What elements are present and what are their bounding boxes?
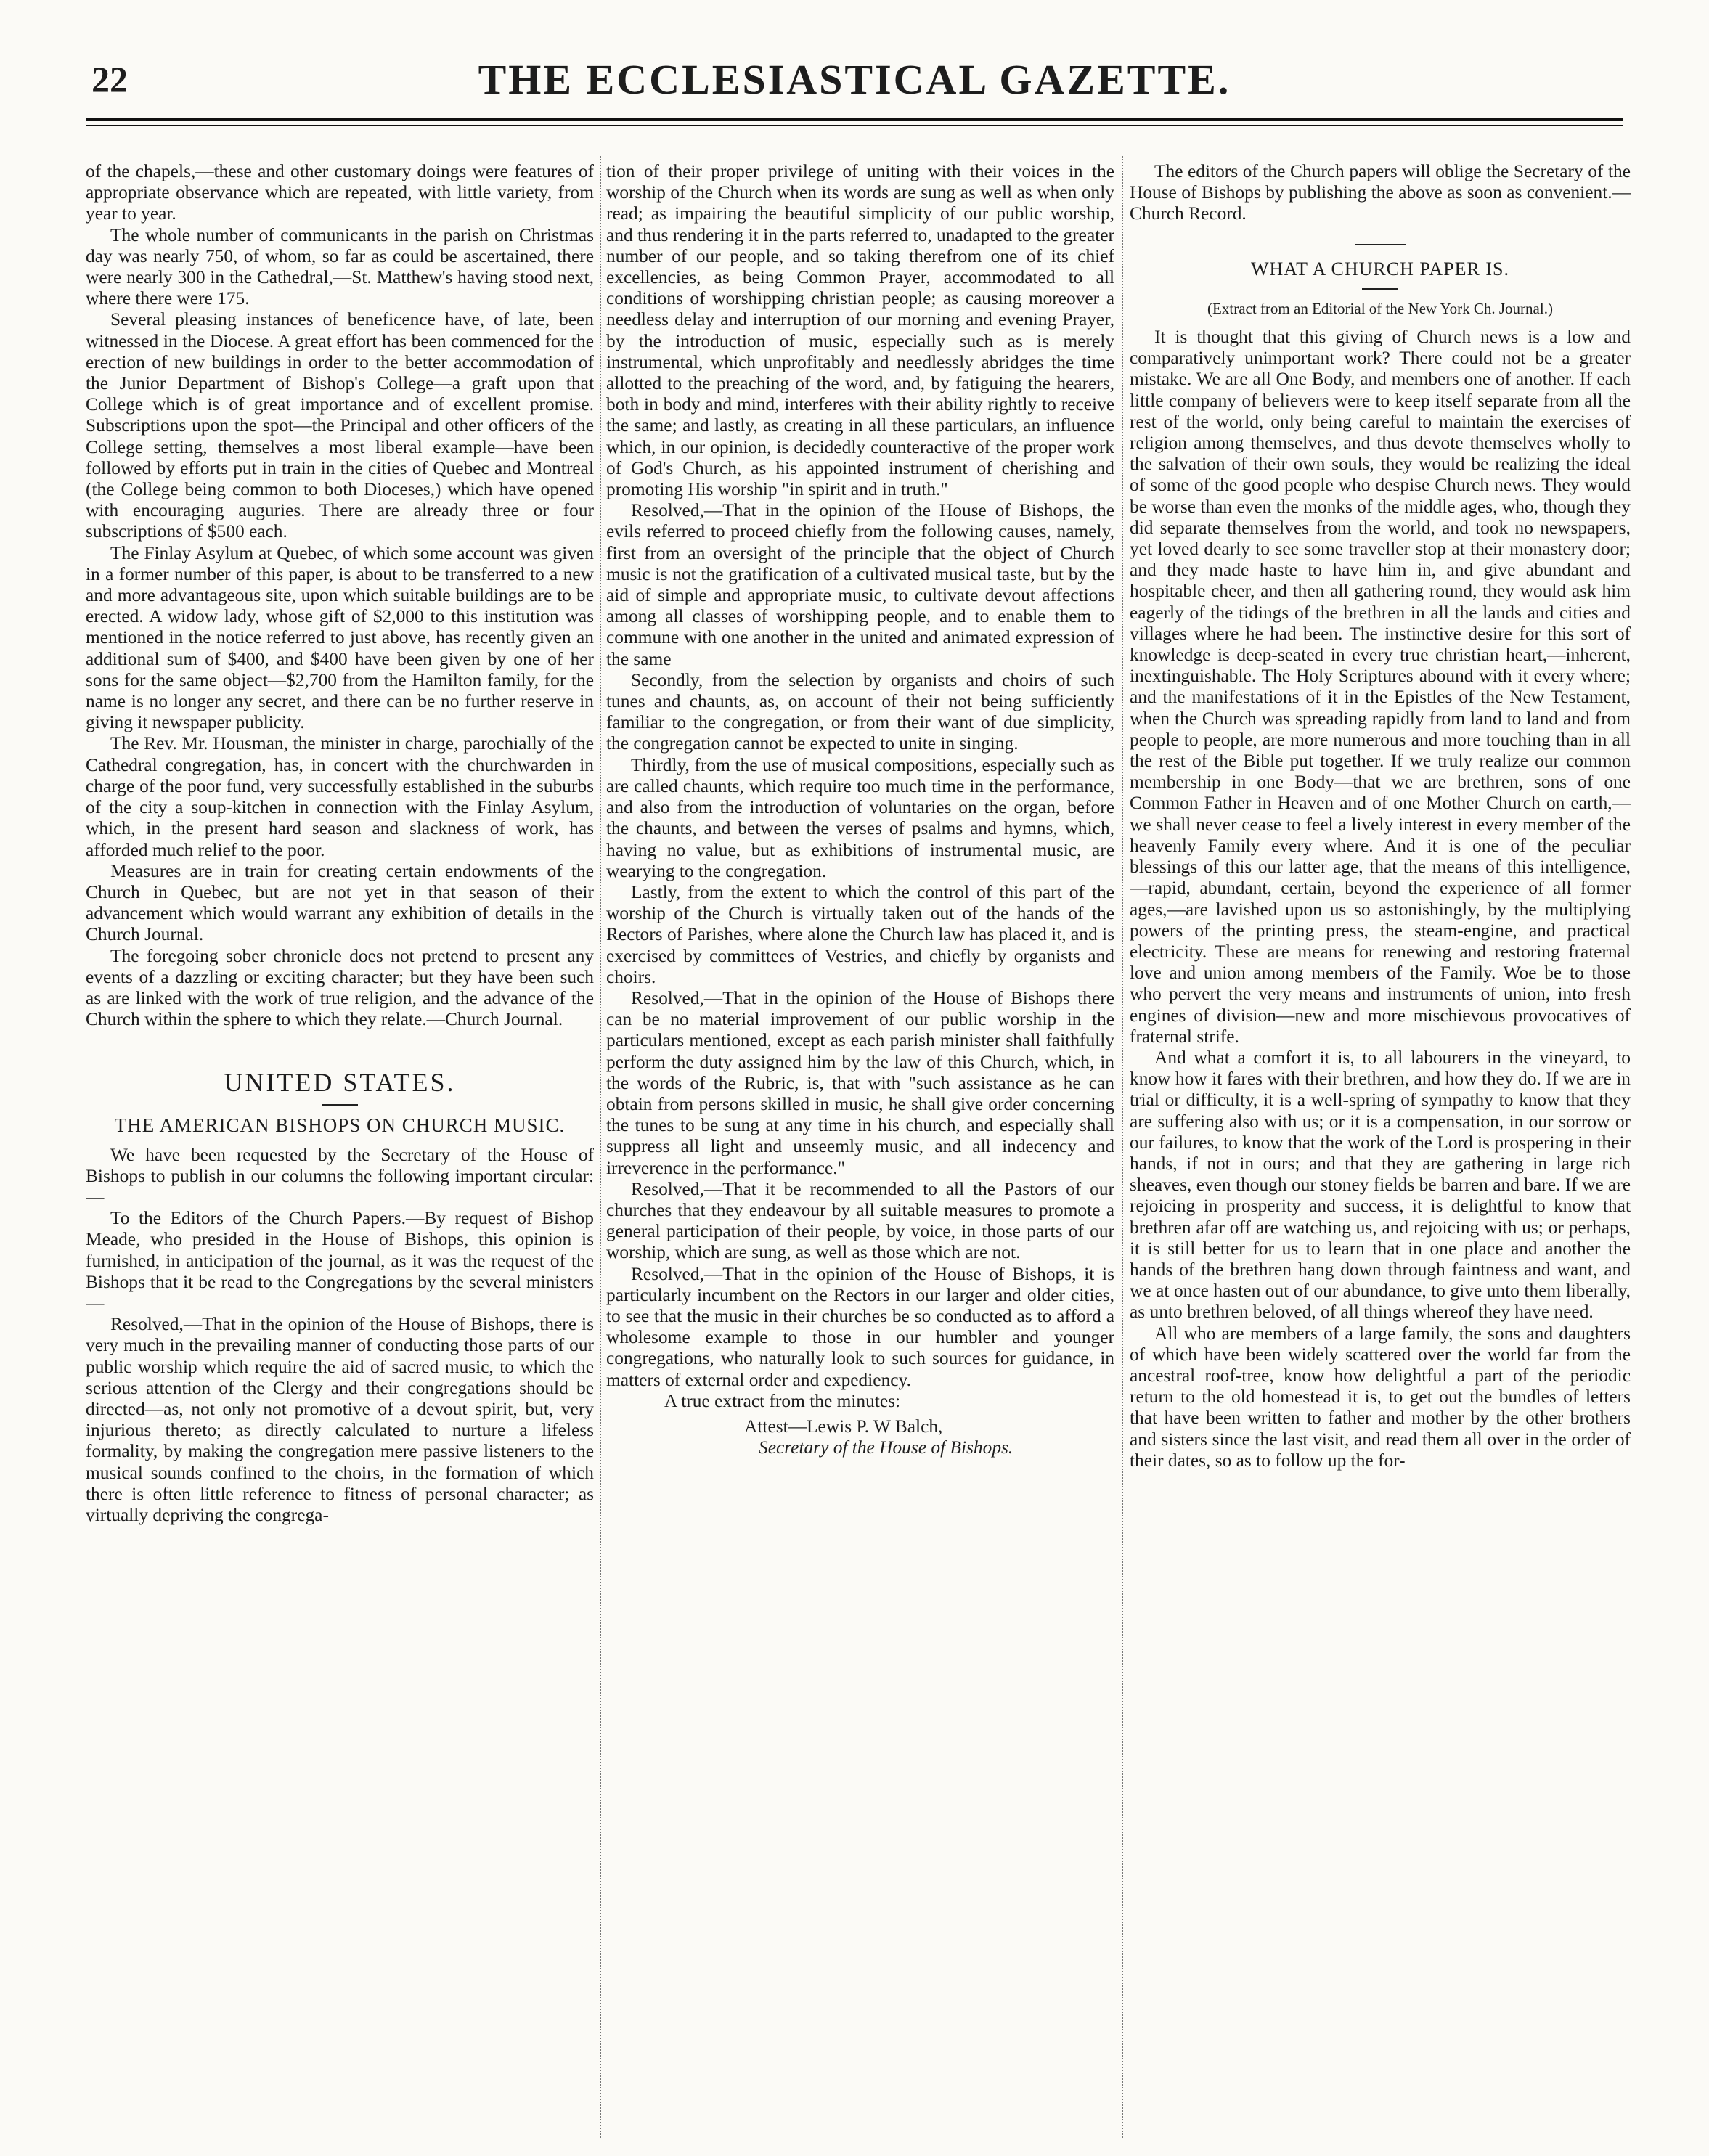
attestation-title: Secretary of the House of Bishops.	[759, 1437, 1013, 1458]
paragraph: Resolved,—That it be recommended to all the Pastors of our churches that they endeavour by all suitable measures to promote a general participation of their people, by voice, in those parts of our worship, which are sung, as well as those which are not.	[606, 1178, 1114, 1263]
paragraph: Resolved,—That in the opinion of the House of Bishops, it is particularly incumbent on the Rectors in our larger and older cities, to see that the music in their churches be so conducted as to afford a wholesome example to those in our humbler and younger congregations, who naturally look to such sources for guidance, in matters of external order and expediency.	[606, 1263, 1114, 1390]
column-2	[606, 161, 1114, 2136]
section-heading-united-states: UNITED STATES.	[224, 1068, 456, 1098]
paragraph: We have been requested by the Secretary of the House of Bishops to publish in our columns the following important circular:—	[86, 1144, 594, 1207]
paragraph: All who are members of a large family, the sons and daughters of which have been widely scattered over the world far from the ancestral roof-tree, know how delightful a part of the periodic return to the old homestead it is, to get out the bundles of letters that have been written to father and mother by the other brothers and sisters since the last visit, and read them all over in the order of their dates, so as to follow up the for-	[1130, 1323, 1631, 1471]
paragraph: of the chapels,—these and other customary doings were features of appropriate observance which are repeated, with little variety, from year to year.	[86, 161, 594, 224]
paragraph: It is thought that this giving of Church news is a low and comparatively unimportant work? There could not be a greater mistake. We are all One Body, and members one of another. If each little company of believers were to keep itself separate from all the rest of the world, only being careful to maintain the exercises of religion among themselves, and thus devote themselves wholly to the salvation of their own souls, they would be realizing the ideal of some of the good people who despise Church news. They would be worse than even the monks of the middle ages, who, though they did separate themselves from the world, and took no newspapers, yet loved dearly to see some traveller stop at their monastery door; and they made haste to have him in, and give abundant and hospitable cheer, and then all gathering round, they would ask him eagerly of the tidings of the brethren in all the lands and cities and villages where he had been. The instinctive desire for this sort of knowledge is deep-seated in every true christian heart,—inherent, inextinguishable. The Holy Scriptures abound with it every where; and the manifestations of it in the Epistles of the New Testament, when the Church was spreading rapidly from land to land and from people to people, are more numerous and more touching than in all the rest of the Bible put together. If we truly realize our common membership in one Body—that we are brethren, sons of one Common Father in Heaven and of one Mother Church on earth,—we shall never cease to feel a lively interest in every member of the heavenly Family every where. And it is one of the peculiar blessings of this our latter age, that the means of this intelligence,—rapid, abundant, certain, beyond the experience of all former ages,—are lavished upon us so astonishingly, by the multiplying powers of the printing press, the steam-engine, and practical electricity. These are means for renewing and restoring fraternal love and union among members of the Family. Woe be to those who pervert the very means and instruments of union, into fresh engines of division—new and more mischievous provocatives of fraternal strife.	[1130, 327, 1631, 1047]
separator-rule	[322, 1104, 358, 1106]
page-header	[86, 45, 1623, 132]
paragraph: Measures are in train for creating certain endowments of the Church in Quebec, but are not yet in that season of their advancement which would warrant any exhibition of details in the Church Journal.	[86, 860, 594, 945]
paragraph: The Rev. Mr. Housman, the minister in charge, parochially of the Cathedral congregation, has, in concert with the churchwarden in charge of the poor fund, very successfully established in the suburbs of the city a soup-kitchen in connection with the Finlay Asylum, which, in the present hard season and slackness of work, has afforded much relief to the poor.	[86, 733, 594, 860]
column-divider	[600, 156, 601, 2138]
paragraph: To the Editors of the Church Papers.—By request of Bishop Meade, who presided in the House of Bishops, this opinion is furnished, in anticipation of the journal, as it was the request of the Bishops that it be read to the Congregations by the several ministers—	[86, 1208, 594, 1313]
separator-rule	[1355, 244, 1406, 245]
column-divider	[1122, 156, 1123, 2138]
attestation: Attest—Lewis P. W Balch,	[744, 1416, 943, 1437]
paragraph: Secondly, from the selection by organists and choirs of such tunes and chaunts, as, on account of their not being sufficiently familiar to the congregation, or from their want of due simplicity, the congregation cannot be expected to unite in singing.	[606, 669, 1114, 754]
article-heading-church-paper: WHAT A CHURCH PAPER IS.	[1250, 258, 1510, 279]
column-3	[1130, 161, 1631, 2136]
article-source-note: (Extract from an Editorial of the New York Ch. Journal.)	[1207, 299, 1553, 317]
paragraph: Resolved,—That in the opinion of the House of Bishops, there is very much in the prevailing manner of conducting those parts of our public worship which require the aid of sacred music, to which the serious attention of the Clergy and their congregations should be directed—as, not only not promotive of a devout spirit, but, very injurious thereto; as directly calculated to nurture a lifeless formality, by making the congregation mere passive listeners to the musical sounds confined to the choirs, in the formation of which there is often little reference to fitness of personal character; as virtually depriving the congrega-	[86, 1314, 594, 1525]
header-rule-thick	[86, 118, 1623, 121]
page-number: 22	[91, 59, 128, 99]
paragraph: Several pleasing instances of beneficence have, of late, been witnessed in the Diocese. A great effort has been commenced for the erection of new buildings in order to the better accommodation of the Junior Department of Bishop's College—a graft upon that College which is of great importance and of excellent promise. Subscriptions upon the spot—the Principal and other officers of the College setting, themselves a most liberal example—have been followed by efforts put in train in the cities of Quebec and Montreal (the College being common to both Dioceses,) which have opened with encouraging auguries. There are already three or four subscriptions of $500 each.	[86, 309, 594, 542]
paragraph: The whole number of communicants in the parish on Christmas day was nearly 750, of whom, so far as could be ascertained, there were nearly 300 in the Cathedral,—St. Matthew's having stood next, where there were 175.	[86, 224, 594, 309]
extract-line: A true extract from the minutes:	[664, 1390, 901, 1411]
paragraph: Lastly, from the extent to which the control of this part of the worship of the Church is virtually taken out of the hands of the Rectors of Parishes, where alone the Church law has placed it, and is exercised by committees of Vestries, and chiefly by organists and choirs.	[606, 881, 1114, 987]
paragraph: The Finlay Asylum at Quebec, of which some account was given in a former number of this paper, is about to be transferred to a new and more advantageous site, upon which suitable buildings are to be erected. A widow lady, whose gift of $2,000 to this institution was mentioned in the notice referred to just above, has recently given an additional sum of $400, and $400 have been given by one of her sons for the same object—$2,700 from the Hamilton family, for the name is no longer any secret, and there can be no further reserve in giving it newspaper publicity.	[86, 542, 594, 733]
article-heading-bishops-church-music: THE AMERICAN BISHOPS ON CHURCH MUSIC.	[114, 1114, 566, 1136]
paragraph: The editors of the Church papers will oblige the Secretary of the House of Bishops by publishing the above as soon as convenient.—Church Record.	[1130, 161, 1631, 224]
paragraph: Thirdly, from the use of musical compositions, especially such as are called chaunts, which require too much time in the performance, and also from the introduction of voluntaries on the organ, before the chaunts, and between the verses of psalms and hymns, which, having no value, but as exhibitions of instrumental music, are wearying to the congregation.	[606, 754, 1114, 881]
paragraph: Resolved,—That in the opinion of the House of Bishops, the evils referred to proceed chiefly from the following causes, namely, first from an oversight of the principle that the object of Church music is not the gratification of a cultivated musical taste, but by the aid of simple and appropriate music, to cultivate devout affections among all classes of worshipping people, and to enable them to commune with one another in the united and animated expression of the same	[606, 500, 1114, 669]
column-1	[86, 161, 594, 2136]
header-rule-thin	[86, 125, 1623, 126]
paragraph: The foregoing sober chronicle does not pretend to present any events of a dazzling or exciting character; but they have been such as are linked with the work of true religion, and the advance of the Church within the sphere to which they relate.—Church Journal.	[86, 945, 594, 1030]
paragraph: tion of their proper privilege of uniting with their voices in the worship of the Church when its words are sung as well as when only read; as impairing the beautiful simplicity of our public worship, and thus rendering it in the parts referred to, unadapted to the greater number of our people, and so taking therefrom one of its chief excellencies, as being Common Prayer, accommodated to all conditions of worshipping christian people; as causing moreover a needless delay and interruption of our morning and evening Prayer, by the introduction of music, especially such as is merely instrumental, which unprofitably and needlessly abridges the time allotted to the preaching of the word, and, by fatiguing the hearers, both in body and mind, interferes with their ability rightly to receive the same; and lastly, as creating in all these particulars, an influence which, in our opinion, is decidedly counteractive of the proper work of God's Church, as his appointed instrument of cherishing and promoting His worship "in spirit and in truth."	[606, 161, 1114, 500]
masthead-title: THE ECCLESIASTICAL GAZETTE.	[478, 56, 1231, 103]
separator-rule	[1362, 288, 1398, 290]
paragraph: And what a comfort it is, to all labourers in the vineyard, to know how it fares with their brethren, and how they do. If we are in trial or difficulty, it is a well-spring of sympathy to know that they are suffering also with us; or it is a compensation, in our sorrow or our failures, to know that the work of the Lord is prospering in their hands, if not in ours; and that they are gathering in large rich sheaves, even though our stoney fields be barren and bare. If we are rejoicing in prosperity and success, it is delightful to know that brethren afar off are watching us, and rejoicing with us; or perhaps, it is still better for us to learn that in one place and another the hands of the brethren hang down through faintness and want, and we at once hasten out of our abundance, to give unto them liberally, as unto brethren beloved, of all things whereof they have need.	[1130, 1047, 1631, 1323]
paragraph: Resolved,—That in the opinion of the House of Bishops there can be no material improvement of our public worship in the particulars mentioned, except as each parish minister shall faithfully perform the duty assigned him by the law of this Church, which, in the words of the Rubric, is, that with "such assistance as he can obtain from persons skilled in music, he shall give order concerning the tunes to be sung at any time in his church, and especially shall suppress all light and unseemly music, and all indecency and irreverence in the performance."	[606, 987, 1114, 1178]
